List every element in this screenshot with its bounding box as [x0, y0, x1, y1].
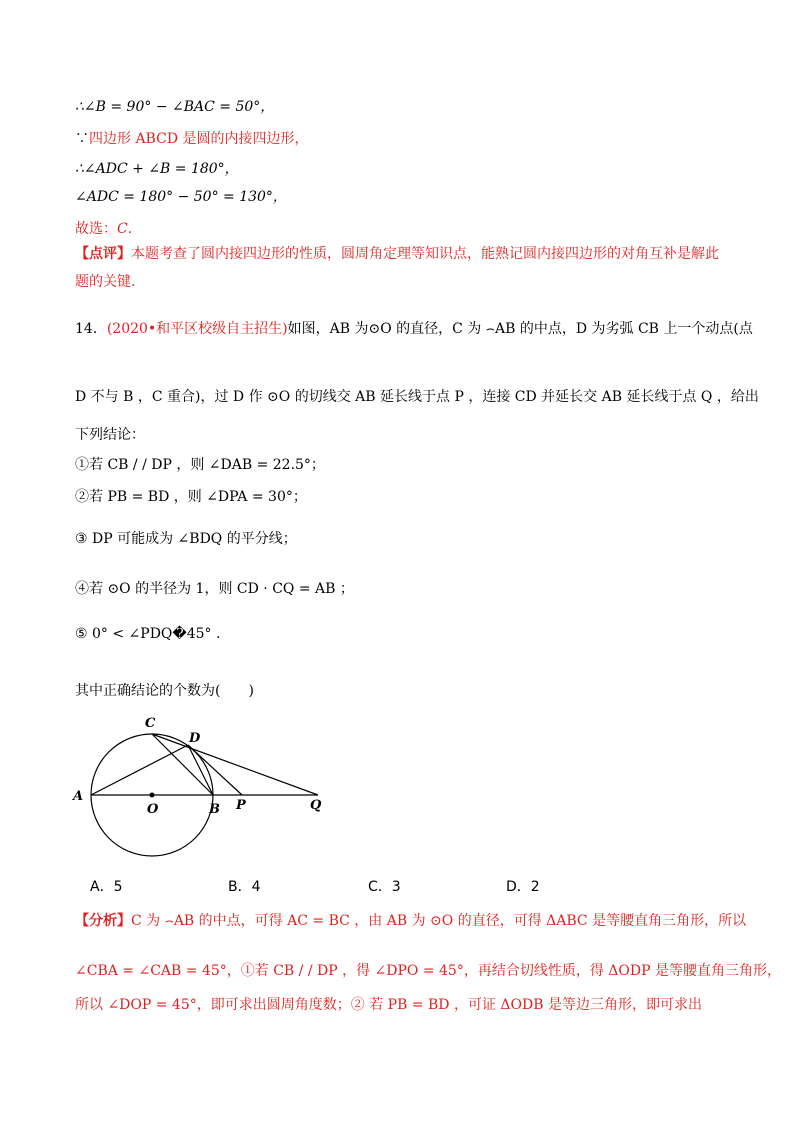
option-b[interactable]: B．4 [228, 879, 261, 895]
analysis-line-2: ∠CBA = ∠CAB = 45°，①若 CB / / DP ，得 ∠DPO = 45°，再结合切线性质，得 ΔODP 是等腰直角三角形， [75, 963, 781, 979]
analysis-tag: 【分析】 [75, 913, 131, 929]
label-d: D [189, 731, 201, 746]
label-q: Q [310, 798, 322, 813]
segment-ad [91, 745, 188, 795]
problem-line-2: D 不与 B ，C 重合)，过 D 作 ⊙O 的切线交 AB 延长线于点 P ，连接 CD 并延长交 AB 延长线于点 Q ，给出 [75, 389, 759, 405]
solution-line-1: ∴∠B = 90° − ∠BAC = 50°， [75, 99, 275, 115]
option-d[interactable]: D．2 [506, 879, 540, 895]
conclusion-2: ②若 PB = BD ，则 ∠DPA = 30°； [75, 489, 307, 505]
conclusion-3: ③ DP 可能成为 ∠BDQ 的平分线； [75, 531, 297, 547]
segment-cb [152, 734, 213, 795]
tangent-dp [188, 745, 242, 795]
label-b: B [209, 802, 220, 817]
segment-db [188, 745, 213, 795]
comment-block: 【点评】本题考查了圆内接四边形的性质，圆周角定理等知识点，能熟记圆内接四边形的对角互补是解此 题的关键. [75, 246, 719, 290]
problem-header: 14．(2020•和平区校级自主招生)如图，AB 为⊙O 的直径，C 为 ⌢AB 的中点，D 为劣弧 CB 上一个动点(点 [75, 321, 753, 337]
analysis-line-3: 所以 ∠DOP = 45°，即可求出圆周角度数；② 若 PB = BD ，可证 ΔODB 是等边三角形，即可求出 [75, 997, 702, 1013]
conclusion-4: ④若 ⊙O 的半径为 1，则 CD · CQ = AB ； [75, 581, 354, 597]
solution-answer: 故选：C. [75, 221, 133, 237]
label-p: P [236, 798, 246, 813]
label-a: A [73, 789, 84, 804]
conclusion-1: ①若 CB / / DP ，则 ∠DAB = 22.5°； [75, 457, 325, 473]
segment-cq [152, 734, 318, 795]
solution-line-3: ∴∠ADC + ∠B = 180°， [75, 161, 239, 177]
conclusion-5: ⑤ 0° < ∠PDQ�45° . [75, 626, 221, 642]
analysis-line-1: 【分析】C 为 ⌢AB 的中点，可得 AC = BC ，由 AB 为 ⊙O 的直径，可得 ΔABC 是等腰直角三角形，所以 [75, 913, 747, 929]
comment-tag: 【点评】 [75, 246, 131, 262]
geometry-figure [70, 712, 340, 862]
option-c[interactable]: C．3 [368, 879, 401, 895]
label-c: C [145, 716, 156, 731]
label-o: O [147, 802, 159, 817]
center-point [150, 793, 155, 798]
option-a[interactable]: A．5 [90, 879, 123, 895]
solution-line-2: ∵四边形 ABCD 是圆的内接四边形， [75, 131, 309, 147]
solution-line-4: ∠ADC = 180° − 50° = 130°， [75, 189, 287, 205]
problem-line-3: 下列结论： [75, 427, 145, 443]
problem-source: (2020•和平区校级自主招生) [106, 321, 288, 337]
question-text: 其中正确结论的个数为( ) [75, 683, 254, 699]
